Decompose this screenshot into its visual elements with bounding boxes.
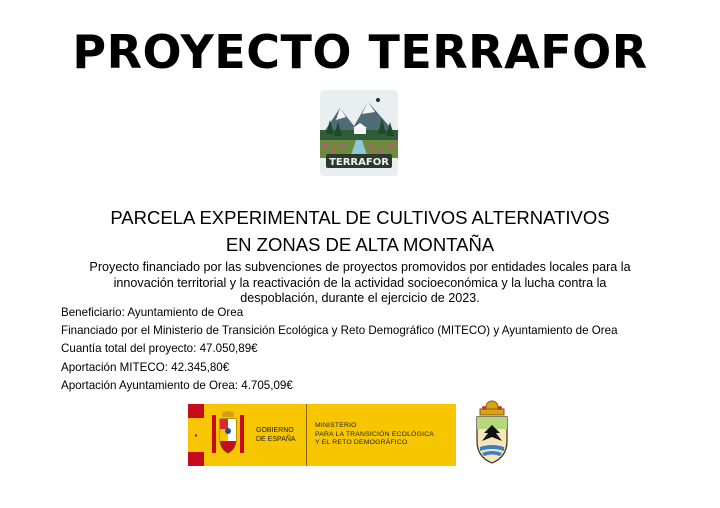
financing-text: Financiado por el Ministerio de Transición Ecológica y Reto Demográfico (MITECO) y Ayuntamiento de Orea bbox=[61, 324, 618, 338]
gobierno-de-espana-label bbox=[252, 404, 307, 466]
project-description bbox=[56, 260, 664, 307]
ministry-label bbox=[307, 404, 434, 466]
orea-coat-of-arms-icon bbox=[472, 399, 512, 465]
gobierno-line-1: GOBIERNO bbox=[256, 427, 294, 434]
miteco-contribution-text: Aportación MITECO: 42.345,80€ bbox=[61, 360, 230, 374]
terrafor-logo-text: TERRAFOR bbox=[329, 157, 389, 168]
spain-flag-icon: ▪ bbox=[188, 404, 204, 466]
subtitle-line-2: EN ZONAS DE ALTA MONTAÑA bbox=[225, 234, 495, 255]
subtitle-line-1: PARCELA EXPERIMENTAL DE CULTIVOS ALTERNATIVOS bbox=[110, 207, 610, 228]
council-contribution-text: Aportación Ayuntamiento de Orea: 4.705,09€ bbox=[61, 378, 293, 392]
ministry-line-2: PARA LA TRANSICIÓN ECOLÓGICA bbox=[315, 430, 435, 438]
gobierno-line-2: DE ESPAÑA bbox=[256, 436, 296, 443]
spain-coat-of-arms-icon bbox=[204, 404, 252, 466]
page-title: PROYECTO TERRAFOR bbox=[72, 25, 648, 79]
ministry-line-1: MINISTERIO bbox=[315, 422, 357, 430]
description-line-2: innovación territorial y la reactivación de la actividad socioeconómica y la lucha contra la bbox=[113, 275, 607, 290]
project-details bbox=[61, 304, 681, 395]
beneficiary-text: Beneficiario: Ayuntamiento de Orea bbox=[61, 306, 244, 319]
description-line-3: despoblación, durante el ejercicio de 2023. bbox=[240, 291, 480, 305]
total-amount-text: Cuantía total del proyecto: 47.050,89€ bbox=[61, 342, 258, 356]
description-line-1: Proyecto financiado por las subvenciones de proyectos promovidos por entidades locales para la bbox=[89, 260, 631, 274]
government-logo bbox=[188, 404, 456, 466]
terrafor-logo-icon bbox=[320, 90, 398, 176]
ministry-line-3: Y EL RETO DEMOGRÁFICO bbox=[315, 439, 408, 447]
